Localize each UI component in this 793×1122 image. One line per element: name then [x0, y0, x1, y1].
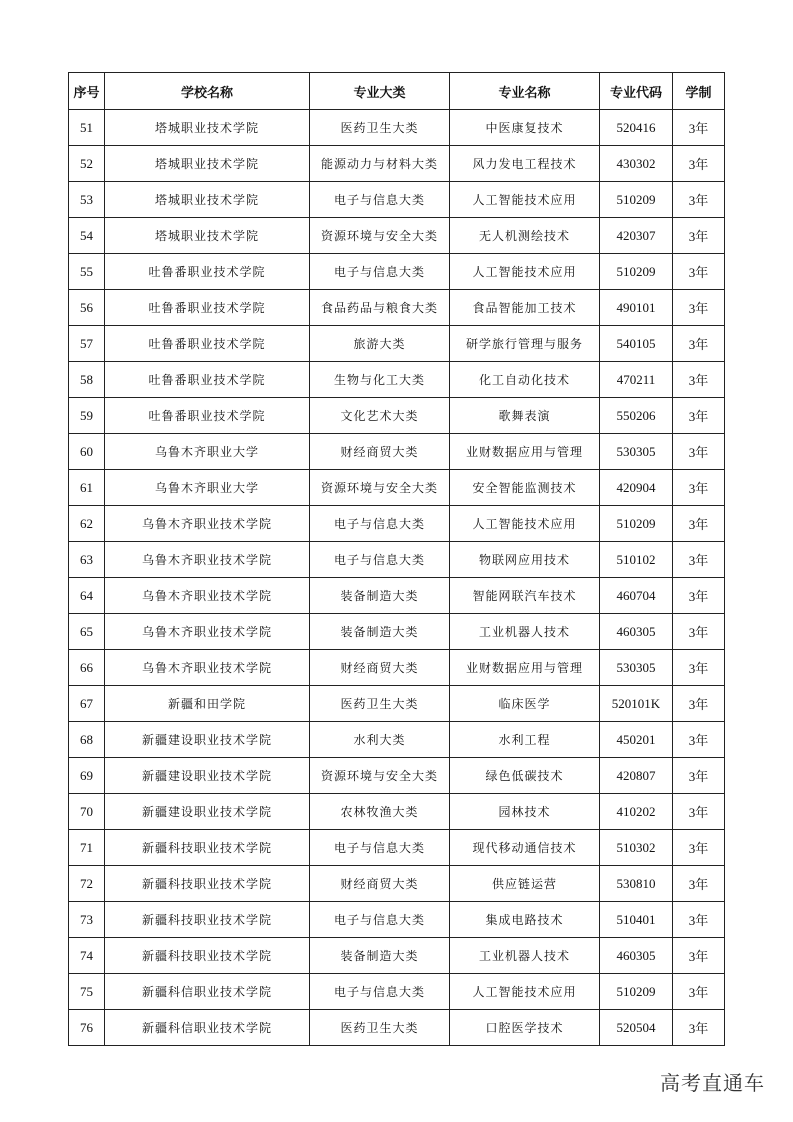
cell-school-name: 新疆科技职业技术学院 [105, 830, 310, 866]
cell-duration: 3年 [673, 974, 725, 1010]
cell-school-name: 新疆建设职业技术学院 [105, 794, 310, 830]
table-row [69, 542, 725, 578]
cell-school-name: 新疆科信职业技术学院 [105, 1010, 310, 1046]
cell-school-name: 吐鲁番职业技术学院 [105, 326, 310, 362]
cell-school-name: 乌鲁木齐职业技术学院 [105, 578, 310, 614]
cell-major-category: 医药卫生大类 [310, 686, 450, 722]
watermark-text: 高考直通车 [660, 1071, 765, 1095]
cell-major-category: 医药卫生大类 [310, 110, 450, 146]
header-duration: 学制 [673, 73, 725, 110]
cell-duration: 3年 [673, 182, 725, 218]
header-major-category: 专业大类 [310, 73, 450, 110]
cell-major-category: 农林牧渔大类 [310, 794, 450, 830]
cell-major-code: 420904 [600, 470, 673, 506]
cell-major-category: 医药卫生大类 [310, 1010, 450, 1046]
cell-major-code: 530810 [600, 866, 673, 902]
cell-duration: 3年 [673, 146, 725, 182]
cell-major-name: 人工智能技术应用 [450, 182, 600, 218]
cell-school-name: 乌鲁木齐职业大学 [105, 434, 310, 470]
cell-major-code: 530305 [600, 650, 673, 686]
cell-major-category: 文化艺术大类 [310, 398, 450, 434]
cell-school-name: 吐鲁番职业技术学院 [105, 398, 310, 434]
cell-duration: 3年 [673, 758, 725, 794]
cell-duration: 3年 [673, 686, 725, 722]
cell-major-category: 电子与信息大类 [310, 902, 450, 938]
cell-major-name: 业财数据应用与管理 [450, 434, 600, 470]
cell-major-category: 能源动力与材料大类 [310, 146, 450, 182]
table-row [69, 1010, 725, 1046]
cell-index: 60 [69, 434, 105, 470]
cell-index: 66 [69, 650, 105, 686]
table-row [69, 794, 725, 830]
cell-school-name: 新疆科信职业技术学院 [105, 974, 310, 1010]
cell-major-name: 现代移动通信技术 [450, 830, 600, 866]
cell-duration: 3年 [673, 506, 725, 542]
table-row [69, 902, 725, 938]
table-row [69, 938, 725, 974]
cell-index: 65 [69, 614, 105, 650]
cell-major-code: 510102 [600, 542, 673, 578]
cell-major-name: 化工自动化技术 [450, 362, 600, 398]
cell-school-name: 乌鲁木齐职业技术学院 [105, 542, 310, 578]
cell-major-code: 540105 [600, 326, 673, 362]
cell-school-name: 新疆建设职业技术学院 [105, 758, 310, 794]
cell-index: 63 [69, 542, 105, 578]
cell-school-name: 塔城职业技术学院 [105, 110, 310, 146]
cell-major-name: 工业机器人技术 [450, 614, 600, 650]
cell-index: 61 [69, 470, 105, 506]
table-row [69, 146, 725, 182]
cell-major-name: 人工智能技术应用 [450, 974, 600, 1010]
cell-duration: 3年 [673, 902, 725, 938]
table-row [69, 578, 725, 614]
cell-school-name: 乌鲁木齐职业技术学院 [105, 614, 310, 650]
cell-duration: 3年 [673, 110, 725, 146]
header-row [69, 73, 725, 110]
cell-major-category: 电子与信息大类 [310, 182, 450, 218]
cell-duration: 3年 [673, 794, 725, 830]
cell-index: 59 [69, 398, 105, 434]
cell-major-name: 绿色低碳技术 [450, 758, 600, 794]
header-major-name: 专业名称 [450, 73, 600, 110]
header-index: 序号 [69, 73, 105, 110]
cell-index: 70 [69, 794, 105, 830]
cell-index: 54 [69, 218, 105, 254]
table-row [69, 290, 725, 326]
cell-major-category: 生物与化工大类 [310, 362, 450, 398]
cell-major-name: 工业机器人技术 [450, 938, 600, 974]
cell-index: 64 [69, 578, 105, 614]
table-row [69, 866, 725, 902]
cell-duration: 3年 [673, 938, 725, 974]
cell-major-name: 物联网应用技术 [450, 542, 600, 578]
table-row [69, 218, 725, 254]
cell-school-name: 新疆科技职业技术学院 [105, 938, 310, 974]
table-row [69, 326, 725, 362]
cell-index: 68 [69, 722, 105, 758]
cell-major-category: 电子与信息大类 [310, 542, 450, 578]
cell-duration: 3年 [673, 362, 725, 398]
cell-major-code: 460305 [600, 938, 673, 974]
cell-major-name: 智能网联汽车技术 [450, 578, 600, 614]
cell-school-name: 塔城职业技术学院 [105, 146, 310, 182]
cell-index: 75 [69, 974, 105, 1010]
cell-duration: 3年 [673, 1010, 725, 1046]
cell-major-code: 520504 [600, 1010, 673, 1046]
table-row [69, 650, 725, 686]
cell-duration: 3年 [673, 434, 725, 470]
cell-major-name: 临床医学 [450, 686, 600, 722]
cell-major-category: 电子与信息大类 [310, 254, 450, 290]
cell-school-name: 新疆和田学院 [105, 686, 310, 722]
cell-major-name: 研学旅行管理与服务 [450, 326, 600, 362]
cell-index: 53 [69, 182, 105, 218]
table-row [69, 110, 725, 146]
table-row [69, 182, 725, 218]
cell-index: 52 [69, 146, 105, 182]
cell-duration: 3年 [673, 866, 725, 902]
cell-major-name: 人工智能技术应用 [450, 506, 600, 542]
cell-index: 76 [69, 1010, 105, 1046]
cell-duration: 3年 [673, 326, 725, 362]
cell-major-category: 财经商贸大类 [310, 434, 450, 470]
cell-major-category: 电子与信息大类 [310, 506, 450, 542]
cell-major-name: 歌舞表演 [450, 398, 600, 434]
cell-major-code: 510401 [600, 902, 673, 938]
cell-major-code: 470211 [600, 362, 673, 398]
table-row [69, 686, 725, 722]
cell-major-code: 510209 [600, 506, 673, 542]
cell-major-code: 410202 [600, 794, 673, 830]
cell-major-category: 财经商贸大类 [310, 866, 450, 902]
cell-index: 72 [69, 866, 105, 902]
cell-major-code: 550206 [600, 398, 673, 434]
cell-major-code: 430302 [600, 146, 673, 182]
cell-major-name: 安全智能监测技术 [450, 470, 600, 506]
cell-major-name: 园林技术 [450, 794, 600, 830]
table-row [69, 434, 725, 470]
cell-duration: 3年 [673, 578, 725, 614]
cell-school-name: 塔城职业技术学院 [105, 182, 310, 218]
cell-index: 69 [69, 758, 105, 794]
header-school-name: 学校名称 [105, 73, 310, 110]
cell-index: 71 [69, 830, 105, 866]
cell-index: 56 [69, 290, 105, 326]
cell-major-code: 510302 [600, 830, 673, 866]
cell-index: 57 [69, 326, 105, 362]
cell-major-name: 口腔医学技术 [450, 1010, 600, 1046]
table-row [69, 398, 725, 434]
cell-school-name: 吐鲁番职业技术学院 [105, 290, 310, 326]
cell-school-name: 新疆建设职业技术学院 [105, 722, 310, 758]
cell-major-name: 中医康复技术 [450, 110, 600, 146]
cell-major-category: 资源环境与安全大类 [310, 758, 450, 794]
cell-major-name: 食品智能加工技术 [450, 290, 600, 326]
cell-duration: 3年 [673, 722, 725, 758]
cell-major-category: 电子与信息大类 [310, 974, 450, 1010]
cell-major-code: 520101K [600, 686, 673, 722]
cell-major-category: 电子与信息大类 [310, 830, 450, 866]
cell-school-name: 新疆科技职业技术学院 [105, 902, 310, 938]
cell-duration: 3年 [673, 398, 725, 434]
cell-major-code: 530305 [600, 434, 673, 470]
cell-duration: 3年 [673, 650, 725, 686]
cell-school-name: 塔城职业技术学院 [105, 218, 310, 254]
table-body [69, 110, 725, 1046]
cell-index: 67 [69, 686, 105, 722]
cell-major-category: 财经商贸大类 [310, 650, 450, 686]
cell-index: 58 [69, 362, 105, 398]
program-table [68, 72, 725, 1046]
table-row [69, 254, 725, 290]
cell-duration: 3年 [673, 542, 725, 578]
cell-index: 74 [69, 938, 105, 974]
cell-duration: 3年 [673, 290, 725, 326]
cell-major-category: 装备制造大类 [310, 614, 450, 650]
cell-major-code: 420807 [600, 758, 673, 794]
cell-school-name: 乌鲁木齐职业技术学院 [105, 506, 310, 542]
cell-index: 62 [69, 506, 105, 542]
table-row [69, 758, 725, 794]
cell-duration: 3年 [673, 614, 725, 650]
cell-major-category: 旅游大类 [310, 326, 450, 362]
cell-major-name: 无人机测绘技术 [450, 218, 600, 254]
cell-school-name: 吐鲁番职业技术学院 [105, 254, 310, 290]
table-header [69, 73, 725, 110]
cell-index: 73 [69, 902, 105, 938]
cell-index: 55 [69, 254, 105, 290]
cell-school-name: 吐鲁番职业技术学院 [105, 362, 310, 398]
cell-school-name: 新疆科技职业技术学院 [105, 866, 310, 902]
cell-major-name: 风力发电工程技术 [450, 146, 600, 182]
cell-major-code: 460305 [600, 614, 673, 650]
cell-major-category: 资源环境与安全大类 [310, 470, 450, 506]
table-row [69, 722, 725, 758]
table-row [69, 974, 725, 1010]
cell-major-code: 520416 [600, 110, 673, 146]
cell-major-code: 510209 [600, 182, 673, 218]
cell-major-code: 420307 [600, 218, 673, 254]
cell-duration: 3年 [673, 218, 725, 254]
cell-major-category: 资源环境与安全大类 [310, 218, 450, 254]
cell-major-code: 510209 [600, 974, 673, 1010]
cell-major-category: 水利大类 [310, 722, 450, 758]
cell-major-category: 装备制造大类 [310, 938, 450, 974]
cell-school-name: 乌鲁木齐职业技术学院 [105, 650, 310, 686]
table-row [69, 470, 725, 506]
cell-major-name: 供应链运营 [450, 866, 600, 902]
cell-major-name: 水利工程 [450, 722, 600, 758]
cell-major-code: 510209 [600, 254, 673, 290]
cell-major-code: 490101 [600, 290, 673, 326]
cell-major-code: 460704 [600, 578, 673, 614]
cell-duration: 3年 [673, 470, 725, 506]
cell-major-name: 人工智能技术应用 [450, 254, 600, 290]
table-row [69, 362, 725, 398]
cell-major-category: 食品药品与粮食大类 [310, 290, 450, 326]
table-row [69, 614, 725, 650]
cell-duration: 3年 [673, 830, 725, 866]
cell-index: 51 [69, 110, 105, 146]
cell-duration: 3年 [673, 254, 725, 290]
cell-school-name: 乌鲁木齐职业大学 [105, 470, 310, 506]
cell-major-name: 集成电路技术 [450, 902, 600, 938]
cell-major-name: 业财数据应用与管理 [450, 650, 600, 686]
cell-major-category: 装备制造大类 [310, 578, 450, 614]
header-major-code: 专业代码 [600, 73, 673, 110]
table-row [69, 506, 725, 542]
table-row [69, 830, 725, 866]
cell-major-code: 450201 [600, 722, 673, 758]
